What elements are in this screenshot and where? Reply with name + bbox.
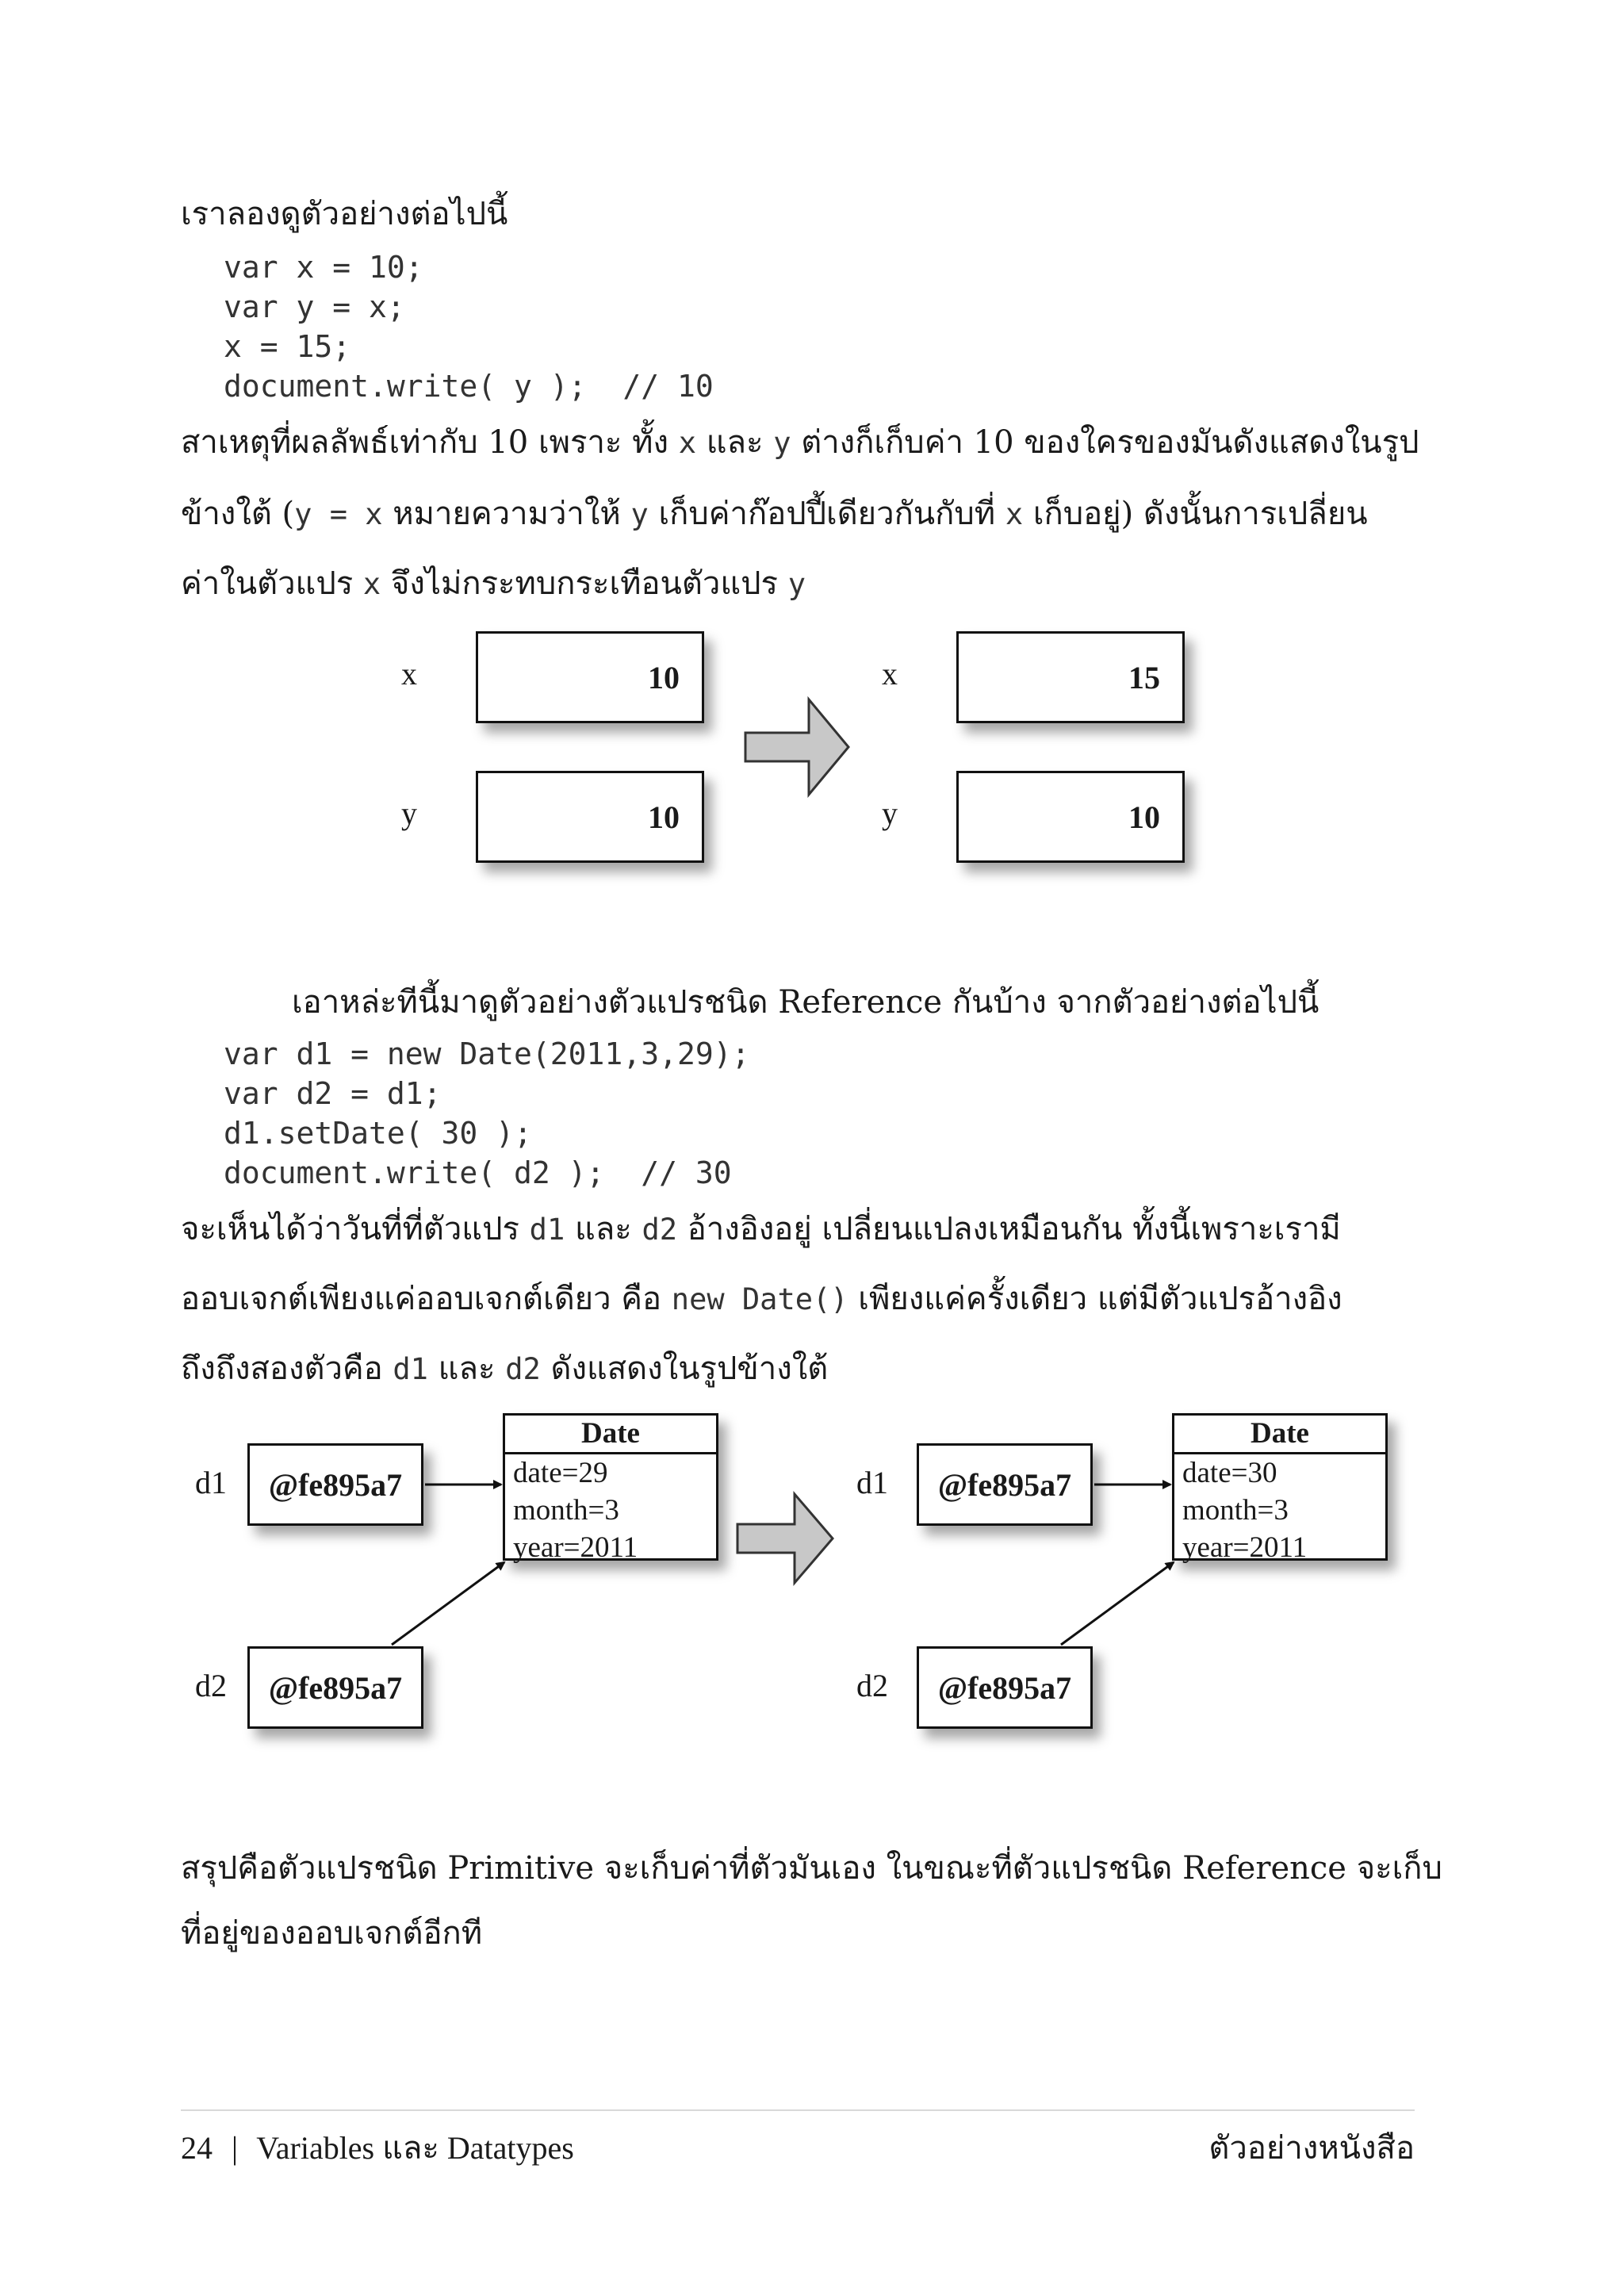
text-span: จึงไม่กระทบกระเทือนตัวแปร (381, 565, 788, 602)
class-name: Date (1174, 1416, 1385, 1454)
code-line: var d2 = d1; (224, 1076, 442, 1111)
inline-code: y (773, 426, 791, 460)
code-line: var x = 10; (224, 250, 423, 285)
var-label-d1: d1 (195, 1465, 227, 1500)
code-line: var y = x; (224, 289, 405, 324)
code-line: x = 15; (224, 329, 351, 364)
text-span: ออบเจกต์เพียงแค่ออบเจกต์เดียว คือ (181, 1281, 672, 1317)
text-span: ข้างใต้ ( (181, 496, 295, 532)
date-object-before (503, 1413, 718, 1564)
value-box-y-before: 10 (476, 771, 704, 863)
var-label-x: x (401, 656, 417, 692)
inline-code: x (1005, 497, 1024, 531)
code-line: document.write( d2 ); // 30 (224, 1155, 732, 1190)
pointer-arrow (1061, 1562, 1174, 1645)
text-span: และ (696, 424, 774, 461)
inline-code: y = x (294, 497, 383, 531)
object-field: month=3 (1182, 1494, 1289, 1527)
text-span: เก็บอยู่) ดังนั้นการเปลี่ยน (1023, 496, 1368, 532)
text-span: จะเห็นได้ว่าวันที่ที่ตัวแปร (181, 1211, 530, 1247)
page-footer-left (181, 2122, 574, 2173)
value-box-x-after: 15 (956, 631, 1185, 723)
summary-line-2: ที่อยู่ของออบเจกต์อีกที (181, 1915, 483, 1952)
text-span: ดังแสดงในรูปข้างใต้ (540, 1351, 829, 1387)
inline-code: y (787, 567, 806, 601)
var-label-d1: d1 (856, 1465, 888, 1500)
inline-code: new Date() (671, 1282, 848, 1316)
inline-code: d2 (642, 1213, 678, 1247)
code-line: var d1 = new Date(2011,3,29); (224, 1036, 750, 1071)
object-field: year=2011 (513, 1531, 638, 1564)
text-span: ค่าในตัวแปร (181, 565, 363, 602)
inline-code: d2 (505, 1352, 541, 1386)
inline-code: d1 (529, 1213, 565, 1247)
var-label-x: x (882, 656, 898, 692)
chapter-title: Variables และ Datatypes (256, 2130, 574, 2166)
page-footer-right: ตัวอย่างหนังสือ (1208, 2130, 1415, 2166)
inline-code: d1 (393, 1352, 428, 1386)
value-box-y-after: 10 (956, 771, 1185, 863)
right-arrow-icon (737, 1494, 833, 1583)
pointer-arrow (392, 1562, 504, 1645)
object-field: date=30 (1182, 1457, 1277, 1489)
intro-text-1: เราลองดูตัวอย่างต่อไปนี้ (181, 196, 508, 232)
code-line: document.write( y ); // 10 (224, 369, 714, 404)
inline-code: x (362, 567, 381, 601)
text-span: ถึงถึงสองตัวคือ (181, 1351, 393, 1387)
object-field: year=2011 (1182, 1531, 1308, 1564)
date-object-after (1172, 1413, 1388, 1564)
class-name: Date (505, 1416, 716, 1454)
inline-code: x (678, 426, 697, 460)
text-span: อ้างอิงอยู่ เปลี่ยนแปลงเหมือนกัน ทั้งนี้เพราะเรามี (677, 1211, 1341, 1247)
reference-box-d1: @fe895a7 (917, 1443, 1093, 1526)
text-span: และ (427, 1351, 506, 1387)
inline-code: y (630, 497, 649, 531)
var-label-d2: d2 (856, 1668, 888, 1703)
text-span: เก็บค่าก๊อปปี้เดียวกันกับที่ (648, 496, 1005, 532)
var-label-y: y (401, 795, 417, 831)
text-span: และ (565, 1211, 642, 1247)
text-span: ต่างก็เก็บค่า 10 ของใครของมันดังแสดงในรูป (791, 424, 1419, 461)
text-span: เพียงแค่ครั้งเดียว แต่มีตัวแปรอ้างอิง (848, 1281, 1342, 1317)
text-span: สาเหตุที่ผลลัพธ์เท่ากับ 10 เพราะ ทั้ง (181, 424, 679, 461)
var-label-y: y (882, 795, 898, 831)
code-line: d1.setDate( 30 ); (224, 1116, 532, 1151)
page-number: 24 (181, 2130, 213, 2166)
footer-separator: | (232, 2130, 239, 2166)
object-field: month=3 (513, 1494, 619, 1527)
object-field: date=29 (513, 1457, 608, 1489)
reference-box-d2: @fe895a7 (247, 1646, 423, 1729)
summary-line-1: สรุปคือตัวแปรชนิด Primitive จะเก็บค่าที่ตัวมันเอง ในขณะที่ตัวแปรชนิด Reference จะเก็บ (181, 1850, 1442, 1887)
footer-divider (181, 2109, 1415, 2111)
text-span: หมายความว่าให้ (382, 496, 631, 532)
reference-box-d2: @fe895a7 (917, 1646, 1093, 1729)
value-box-x-before: 10 (476, 631, 704, 723)
reference-box-d1: @fe895a7 (247, 1443, 423, 1526)
var-label-d2: d2 (195, 1668, 227, 1703)
intro-text-2: เอาหล่ะทีนี้มาดูตัวอย่างตัวแปรชนิด Reference กันบ้าง จากตัวอย่างต่อไปนี้ (292, 984, 1320, 1021)
